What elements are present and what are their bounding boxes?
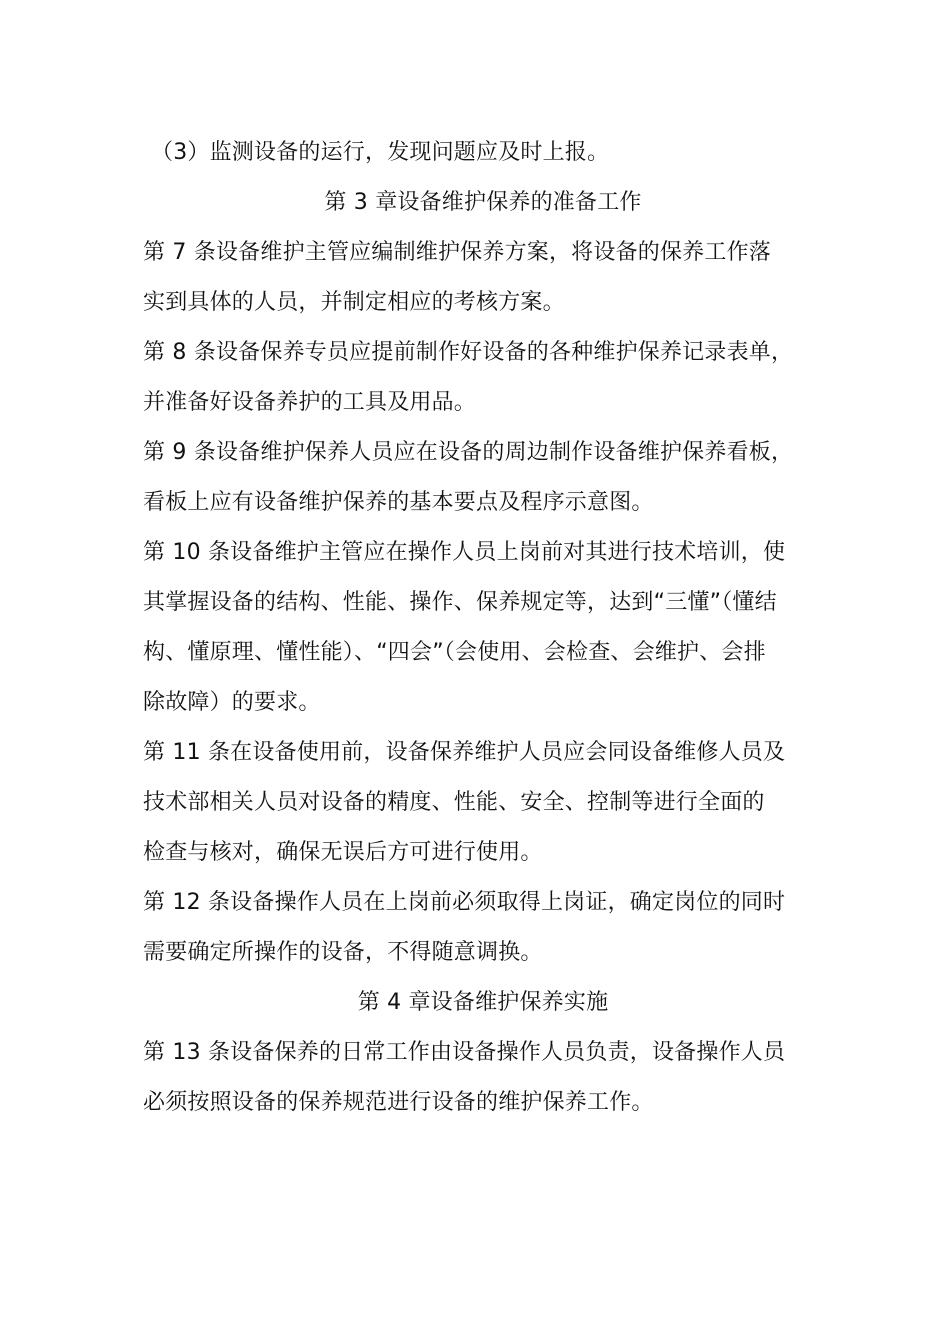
article-13: [143, 1028, 823, 1128]
article-9-line-2: 看板上应有设备维护保养的基本要点及程序示意图。: [143, 490, 654, 515]
article-10-line-3: 构、懂原理、懂性能）、“四会”（会使用、会检查、会维护、会排: [143, 640, 766, 665]
list-item-3: （3）监测设备的运行，发现问题应及时上报。: [151, 140, 610, 165]
article-12: [143, 878, 823, 978]
article-11-line-1: 第 11 条在设备使用前，设备保养维护人员应会同设备维修人员及: [143, 740, 786, 765]
article-7-line-2: 实到具体的人员，并制定相应的考核方案。: [143, 290, 565, 315]
article-13-line-1: 第 13 条设备保养的日常工作由设备操作人员负责，设备操作人员: [143, 1040, 786, 1065]
article-7: [143, 228, 823, 328]
article-10: [143, 528, 823, 728]
article-12-line-1: 第 12 条设备操作人员在上岗前必须取得上岗证，确定岗位的同时: [143, 890, 786, 915]
article-9-line-1: 第 9 条设备维护保养人员应在设备的周边制作设备维护保养看板，: [143, 440, 794, 465]
article-10-line-1: 第 10 条设备维护主管应在操作人员上岗前对其进行技术培训，使: [143, 540, 786, 565]
document-body: [143, 128, 823, 1128]
article-12-line-2: 需要确定所操作的设备，不得随意调换。: [143, 940, 543, 965]
article-8-line-1: 第 8 条设备保养专员应提前制作好设备的各种维护保养记录表单，: [143, 340, 794, 365]
article-9: [143, 428, 823, 528]
article-11: [143, 728, 823, 878]
article-8-line-2: 并准备好设备养护的工具及用品。: [143, 390, 477, 415]
chapter-3-heading: 第 3 章设备维护保养的准备工作: [324, 190, 642, 215]
article-13-line-2: 必须按照设备的保养规范进行设备的维护保养工作。: [143, 1090, 654, 1115]
article-10-line-4: 除故障）的要求。: [143, 690, 321, 715]
article-8: [143, 328, 823, 428]
article-11-line-2: 技术部相关人员对设备的精度、性能、安全、控制等进行全面的: [143, 790, 765, 815]
chapter-4-heading: 第 4 章设备维护保养实施: [357, 990, 609, 1015]
article-10-line-2: 其掌握设备的结构、性能、操作、保养规定等，达到“三懂”（懂结: [143, 590, 777, 615]
article-7-line-1: 第 7 条设备维护主管应编制维护保养方案，将设备的保养工作落: [143, 240, 771, 265]
article-11-line-3: 检查与核对，确保无误后方可进行使用。: [143, 840, 543, 865]
